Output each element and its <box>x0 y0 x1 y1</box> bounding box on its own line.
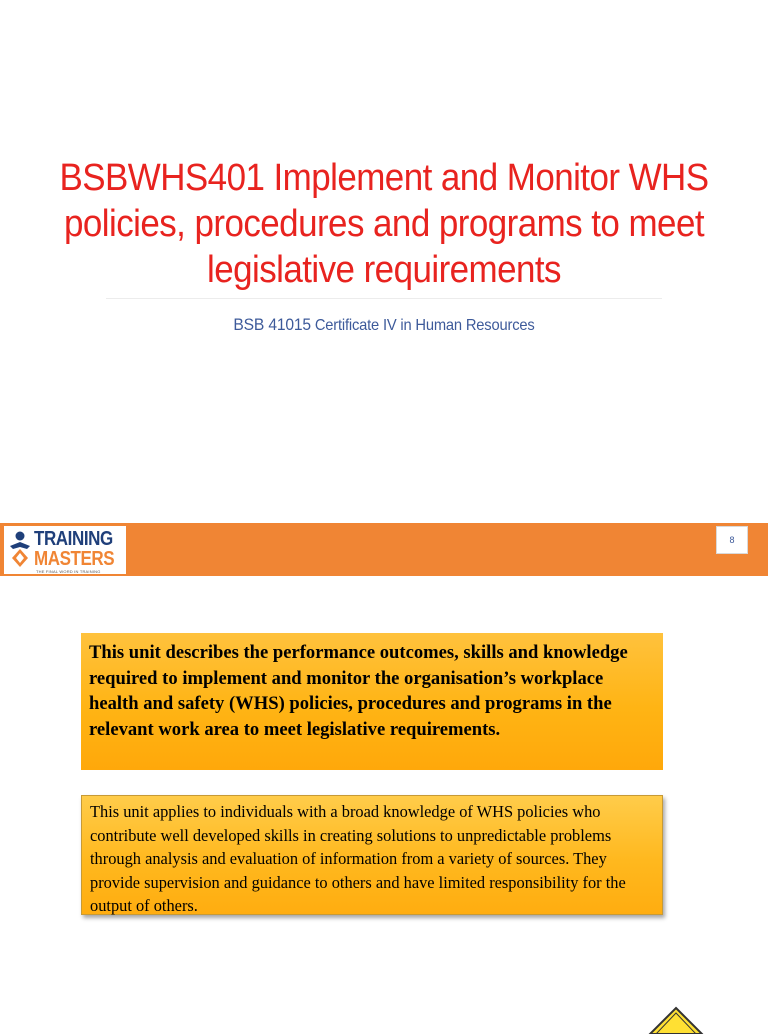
logo-wordmark-top: TRAINING <box>34 528 113 550</box>
slide-number-button[interactable]: 8 <box>716 526 748 554</box>
course-name: Certificate IV in Human Resources <box>310 317 535 334</box>
course-code: BSB 41015 <box>233 315 311 334</box>
person-figure-icon <box>7 530 33 570</box>
unit-application-box: This unit applies to individuals with a broad knowledge of WHS policies who contribute well developed skills in creating solutions to unpredictable problems through analysis and evaluation of information from a variety of sources. They provide supervision and guidance to others and have limited responsibility for the output of others. <box>81 795 663 915</box>
slide-title: BSBWHS401 Implement and Monitor WHS policies, procedures and programs to meet legislative requirements <box>59 157 709 291</box>
training-masters-logo <box>4 526 126 574</box>
logo-wordmark-bottom: MASTERS <box>34 548 115 570</box>
slide-header-banner <box>0 523 768 576</box>
logo-tagline: THE FINAL WORD IN TRAINING <box>36 569 101 574</box>
title-divider <box>106 298 662 299</box>
warning-sign-icon <box>646 1004 706 1034</box>
slide-subtitle <box>31 315 738 335</box>
unit-description-box: This unit describes the performance outcomes, skills and knowledge required to implement and monitor the organisation’s workplace health and safety (WHS) policies, procedures and programs in the relevant work area to meet legislative requirements. <box>81 633 663 770</box>
